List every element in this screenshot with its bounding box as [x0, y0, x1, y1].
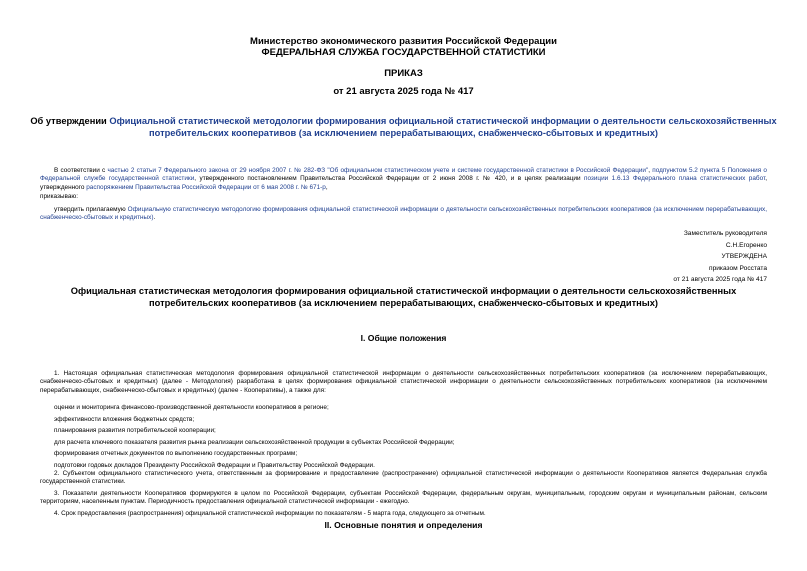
- purpose-list: [54, 402, 767, 472]
- methodology-title: Официальная статистическая методология формирования официальной статистической информации о деятельности сельскохозяйственных потребительских кооперативов (за исключением перерабатывающих, снабженческо-сбытовых и кредитных): [70, 286, 737, 308]
- list-item: подготовки годовых докладов Президенту Российской Федерации и Правительству Российской Федерации.: [54, 461, 375, 469]
- signer-name: С.Н.Егоренко: [725, 241, 767, 249]
- preamble-paragraph: [40, 167, 767, 192]
- approve-paragraph: [40, 206, 767, 223]
- preamble-text-2: ,: [648, 167, 653, 174]
- section-1-paragraph-4: 4. Срок предоставления (распространения) официальной статистической информации по показателям - 5 марта года, следующего за отчетным.: [54, 510, 486, 517]
- preamble-text-3: , утвержденного постановлением Правительства Российской Федерации от 2 июня 2008 г. № 420, и в целях реализации: [194, 175, 584, 183]
- section-2-heading: II. Основные понятия и определения: [324, 520, 483, 530]
- approve-text-2: .: [153, 214, 156, 222]
- order-word: приказываю:: [40, 193, 78, 200]
- signer-position: Заместитель руководителя: [683, 230, 767, 237]
- list-item: для расчета ключевого показателя развития рынка реализации сельскохозяйственной продукции в субъектах Российской Федерации;: [54, 438, 455, 446]
- preamble-text-5: ,: [325, 183, 328, 191]
- federal-law-link[interactable]: частью 2 статьи 7 Федерального закона от 29 ноября 2007 г. № 282-ФЗ "Об официальном статистическом учете и системе государственной статистики в Российской Федерации": [107, 167, 649, 174]
- list-item: оценки и мониторинга финансово-производственной деятельности кооперативов в регионе;: [54, 404, 329, 411]
- approved-label: УТВЕРЖДЕНА: [721, 253, 767, 261]
- document-date: от 21 августа 2025 года № 417: [333, 86, 474, 97]
- list-item: эффективности вложения бюджетных средств;: [54, 415, 195, 423]
- section-1-heading: I. Общие положения: [360, 333, 447, 343]
- preamble-text-4: , утвержденного: [40, 175, 767, 191]
- signature-block: [567, 228, 767, 286]
- list-item: планирования развития потребительской кооперации;: [54, 427, 216, 435]
- document-type: ПРИКАЗ: [384, 68, 423, 79]
- order-title: [30, 115, 777, 139]
- approve-text-1: утвердить прилагаемую: [54, 206, 128, 213]
- approved-date: от 21 августа 2025 года № 417: [673, 276, 767, 284]
- ministry-name: Министерство экономического развития Российской Федерации: [250, 36, 557, 47]
- regulation-link[interactable]: подпунктом 5.2 пункта 5 Положения о Федеральной службе государственной статистики: [40, 167, 767, 183]
- approved-methodology-link[interactable]: Официальную статистическую методологию формирования официальной статистической информации о деятельности сельскохозяйственных потребительских кооперативов (за исключением перерабатывающих, снабженческо-сбытовых и кредитных): [40, 206, 767, 222]
- service-name: ФЕДЕРАЛЬНАЯ СЛУЖБА ГОСУДАРСТВЕННОЙ СТАТИСТИКИ: [261, 47, 546, 58]
- section-1-paragraph-1: 1. Настоящая официальная статистическая методология формирования официальной статистической информации о деятельности сельскохозяйственных потребительских кооперативов (за исключением перерабатывающих, снабженческо-сбытовых и кредитных) (далее - Методология) разработана в целях формирования официальной статистической информации о деятельности сельскохозяйственных потребительских кооперативов (за исключением перерабатывающих, снабженческо-сбытовых и кредитных) (далее - Кооперативы), а также для:: [40, 370, 767, 394]
- section-1-paragraph-3: 3. Показатели деятельности Кооперативов формируются в целом по Российской Федерации, субъектам Российской Федерации, федеральным округам, муниципальным, городским округам и муниципальным районам, сельским территориям, населенным пунктам. Периодичность предоставления официальной статистической информации - ежегодно.: [40, 490, 767, 506]
- section-1-paragraph-2: 2. Субъектом официального статистического учета, ответственным за формирование и предоставление (распространение) официальной статистической информации о деятельности Кооперативов является Федеральная служба государственной статистики.: [40, 470, 767, 486]
- preamble-text-1: В соответствии с: [54, 167, 108, 174]
- order-title-prefix: Об утверждении: [30, 116, 110, 126]
- government-order-link[interactable]: распоряжением Правительства Российской Федерации от 6 мая 2008 г. № 671-р: [86, 183, 326, 191]
- statistical-plan-link[interactable]: позиции 1.6.13 Федерального плана статистических работ: [583, 175, 766, 183]
- list-item: формирования отчетных документов по выполнению государственных программ;: [54, 450, 298, 458]
- approved-by-order: приказом Росстата: [709, 264, 767, 272]
- methodology-link[interactable]: Официальной статистической методологии формирования официальной статистической информации о деятельности сельскохозяйственных потребительских кооперативов (за исключением перерабатывающих, снабженческо-сбытовых и кредитных): [109, 116, 777, 138]
